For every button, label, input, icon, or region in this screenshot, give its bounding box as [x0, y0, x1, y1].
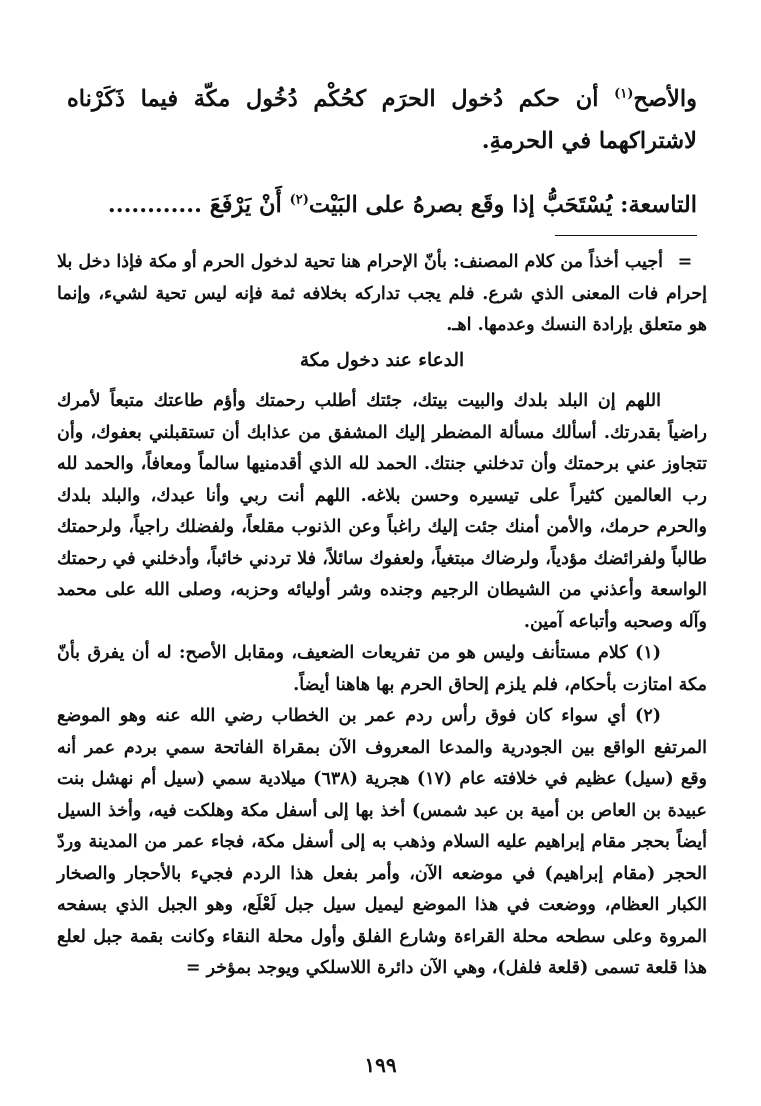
footnote-2: [57, 701, 707, 985]
continuation-marker: =: [677, 252, 693, 272]
main-paragraph-2: [67, 184, 697, 226]
footnote-1: [57, 638, 707, 701]
footnote-continuation: [57, 247, 707, 342]
dua-heading: الدعاء عند دخول مكة: [299, 349, 465, 371]
footnote-ref-1[interactable]: (١): [614, 86, 634, 102]
main-text-segment: يُسْتَحَبُّ إذا وقَع بصرهُ على البَيْت: [308, 192, 621, 218]
footnote-2-text: أي سواء كان فوق رأس ردم عمر بن الخطاب رضي الله عنه وهو الموضع المرتفع الواقع بين الجودرية والمدعا المعروف الآن بمقراة الفاتحة سمي بردم عمر أنه وقع (سيل) عظيم في خلافته عام (١٧) هجرية (٦٣٨) ميلادية سمي (سيل أم نهشل بنت عبيدة بن العاص بن أمية بن عبد شمس) أخذ بها إلى أسفل مكة وهلكت فيه، وأخذ السيل أيضاً بحجر مقام إبراهيم عليه السلام وذهب به إلى أسفل مكة، فجاء عمر من المدينة وردّ الحجر (مقام إبراهيم) في موضعه الآن، وأمر بفعل هذا الردم فجيء بالأحجار والصخار الكبار العظام، ووضعت في هذا الموضع ليميل سيل جبل لَعْلَع، وهو الجبل الذي بسفحه المروة وعلى سطحه محلة القراءة وشارع الفلق وأول محلة النقاء وكانت بقمة جبل لعلع هذا قلعة تسمى (قلعة فلفل)، وهي الآن دائرة اللاسلكي ويوجد بمؤخر: [57, 706, 708, 978]
footnote-ref-2[interactable]: (٢): [289, 192, 309, 208]
footnote-separator: [555, 235, 697, 236]
main-text: [67, 78, 697, 226]
main-paragraph-1: [67, 78, 697, 162]
main-text-segment: والأصح: [633, 86, 697, 112]
continues-marker: =: [185, 958, 201, 978]
footnote-continuation-text: أجيب أخذاً من كلام المصنف: بأنّ الإحرام هنا تحية لدخول الحرم أو مكة فإذا دخل بلا إحرام فات المعنى الذي شرع. فلم يجب تداركه بخلافه ثمة فإنه ليس تحية لشيء، وإنما هو متعلق بإرادة النسك وعدمها. اهـ.: [57, 252, 707, 335]
footnotes: [57, 247, 707, 985]
dua-text: اللهم إن البلد بلدك والبيت بيتك، جئتك أطلب رحمتك وأؤم طاعتك متبعاً لأمرك راضياً بقدرتك. أسألك مسألة المضطر إليك المشفق من عذابك أن تستقبلني بعفوك، وأن تتجاوز عني برحمتك وأن تدخلني جنتك. الحمد لله الذي أقدمنيها سالماً ومعافاً، والحمد لله رب العالمين كثيراً على تيسيره وحسن بلاغه. اللهم أنت ربي وأنا عبدك، والبلد بلدك والحرم حرمك، والأمن أمنك جئت إليك راغباً وعن الذنوب مقلعاً، ولفضلك راجياً، ولرحمتك طالباً ولفرائضك مؤدياً، ولرضاك مبتغياً، ولعفوك سائلاً، فلا تردني خائباً، وأدخلني في رحمتك الواسعة وأعذني من الشيطان الرجيم وجنده وشر أوليائه وحزبه، وصلى الله على محمد وآله وصحبه وأتباعه آمين.: [57, 391, 707, 632]
main-text-segment: أَنْ يَرْفَعَ: [209, 192, 290, 218]
main-text-segment: أن حكم دُخول الحرَم كحُكْم دُخُول مكّة فيما ذَكَرْناه لاشتراكهما في الحرمةِ.: [67, 86, 697, 154]
footnote-2-number: (٢): [635, 706, 661, 726]
ninth-rule-label: التاسعة:: [620, 192, 697, 218]
page-number: ١٩٩: [364, 1053, 397, 1077]
footnote-1-text: كلام مستأنف وليس هو من تفريعات الضعيف، ومقابل الأصح: له أن يفرق بأنّ مكة امتازت بأحكام، فلم يلزم إلحاق الحرم بها هاهنا أيضاً.: [57, 643, 707, 695]
continuation-dots: ............: [107, 192, 202, 218]
footnote-1-number: (١): [635, 643, 662, 663]
